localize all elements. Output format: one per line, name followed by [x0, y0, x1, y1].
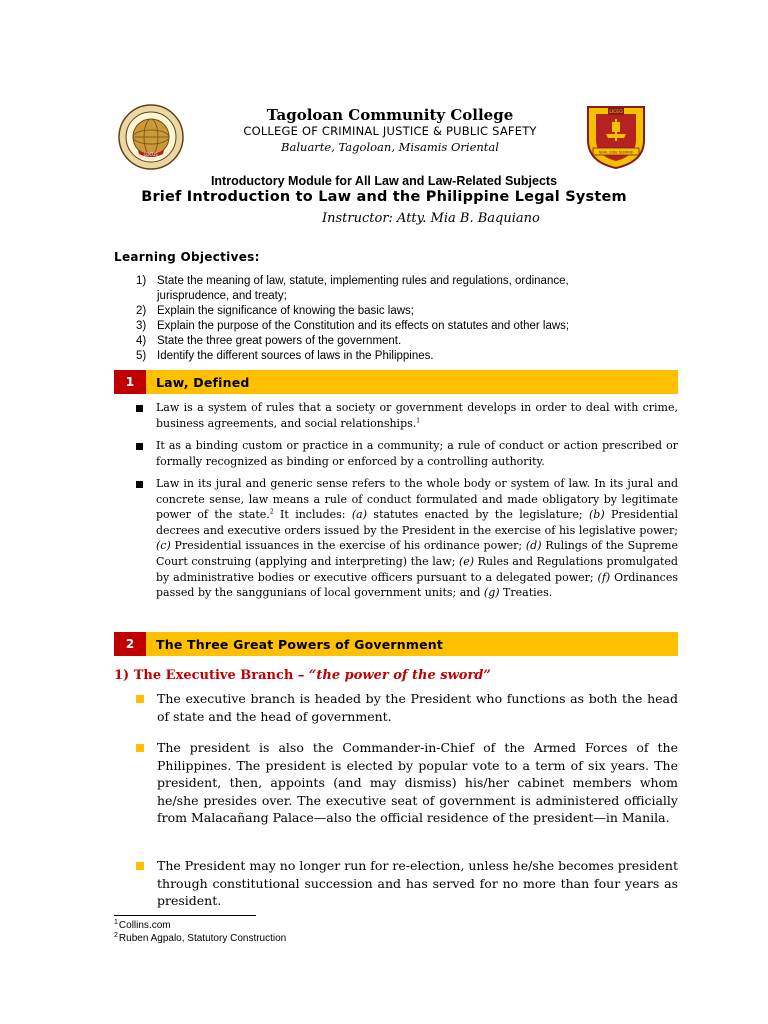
- department-name: COLLEGE OF CRIMINAL JUSTICE & PUBLIC SAFETY: [243, 124, 537, 138]
- footnote-divider: [114, 915, 256, 916]
- bullet-square-icon: [136, 744, 144, 752]
- bullet-square-icon: [136, 695, 144, 703]
- learning-objectives-title: Learning Objectives:: [114, 250, 260, 264]
- section-banner-law-defined: [114, 370, 678, 394]
- list-item: [136, 476, 678, 601]
- instructor-line: Instructor: Atty. Mia B. Baquiano: [322, 211, 540, 226]
- list-item-number: 2): [136, 305, 147, 317]
- right-seal-text: LICEO: [609, 110, 623, 115]
- college-address: Baluarte, Tagoloan, Misamis Oriental: [281, 140, 499, 154]
- list-item: [136, 319, 676, 334]
- list-item-number: 4): [136, 335, 147, 347]
- list-item-text: Identify the different sources of laws in the Philippines.: [157, 350, 434, 362]
- footnote: $^2$Ruben Agpalo, Statutory Construction: [114, 931, 287, 944]
- section-banner-three-powers: [114, 632, 678, 656]
- bullet-text: The executive branch is headed by the President who functions as both the head of state and the head of government.: [157, 691, 678, 724]
- bullet-square-icon: [136, 862, 144, 870]
- section-number: 1: [114, 370, 146, 394]
- section-number: 2: [114, 632, 146, 656]
- list-item: [136, 857, 678, 910]
- right-seal-banner: NIHIL SINE NUMINE: [598, 150, 634, 155]
- list-item-text: State the three great powers of the government.: [157, 335, 402, 347]
- list-item-number: 5): [136, 350, 147, 362]
- list-item: [136, 739, 678, 827]
- list-item-text: Explain the purpose of the Constitution and its effects on statutes and other laws;: [157, 320, 570, 332]
- subsection-heading: 1) The Executive Branch – “the power of the sword”: [114, 668, 491, 683]
- bullet-text: Law in its jural and generic sense refers to the whole body or system of law. In its jural and concrete sense, law means a rule of conduct formulated and made obligatory by legitimate power of the state.$^2$ It includes: (a) statutes enacted by the legislature; (b) Presidential decrees and executive orders issued by the President in the exercise of his legislative power; (c) Presidential issuances in the exercise of his ordinance power; (d) Rulings of the Supreme Court construing (applying and interpreting) the law; (e) Rules and Regulations promulgated by administrative bodies or executive officers pursuant to a delegated power; (f) Ordinances passed by the sanggunians of local government units; and (g) Treaties.: [156, 477, 678, 600]
- list-item: [136, 438, 678, 469]
- list-item: [136, 304, 676, 319]
- footnote: $^1$Collins.com: [114, 918, 171, 931]
- list-item: [136, 690, 678, 725]
- module-subtitle: Introductory Module for All Law and Law-Related Subjects: [210, 174, 558, 188]
- objectives-list: [136, 274, 676, 364]
- list-item: [136, 349, 676, 364]
- list-item-text: Explain the significance of knowing the basic laws;: [157, 305, 414, 317]
- bullet-text: Law is a system of rules that a society or government develops in order to deal with crime, business agreements, and social relationships.$^1$: [156, 401, 678, 430]
- footnotes: [114, 919, 286, 945]
- bullet-text: The President may no longer run for re-election, unless he/she becomes president through constitutional succession and has served for no more than four years as president.: [157, 858, 678, 909]
- college-name: Tagoloan Community College: [266, 106, 514, 124]
- bullet-square-icon: [136, 481, 143, 488]
- list-item-text: State the meaning of law, statute, implementing rules and regulations, ordinance, jurisprudence, and treaty;: [157, 275, 569, 302]
- list-item: [136, 274, 676, 304]
- section-title: The Three Great Powers of Government: [156, 636, 444, 652]
- list-item-number: 1): [136, 275, 147, 287]
- list-item: [136, 334, 676, 349]
- bullet-text: It as a binding custom or practice in a community; a rule of conduct or action prescribed or formally recognized as binding or enforced by a controlling authority.: [156, 439, 678, 468]
- list-item: [136, 400, 678, 431]
- bullet-square-icon: [136, 405, 143, 412]
- bullet-text: The president is also the Commander-in-Chief of the Armed Forces of the Philippines. The president is elected by popular vote to a term of six years. The president, then, appoints (and may dismiss) his/her cabinet members whom he/she presides over. The executive seat of government is administered officially from Malacañang Palace—also the official residence of the president—in Manila.: [157, 740, 678, 826]
- left-seal-banner: LOCUS: [144, 152, 158, 157]
- module-title: Brief Introduction to Law and the Philippine Legal System: [141, 189, 627, 205]
- section-title: Law, Defined: [156, 374, 250, 390]
- list-item-number: 3): [136, 320, 147, 332]
- bullet-square-icon: [136, 443, 143, 450]
